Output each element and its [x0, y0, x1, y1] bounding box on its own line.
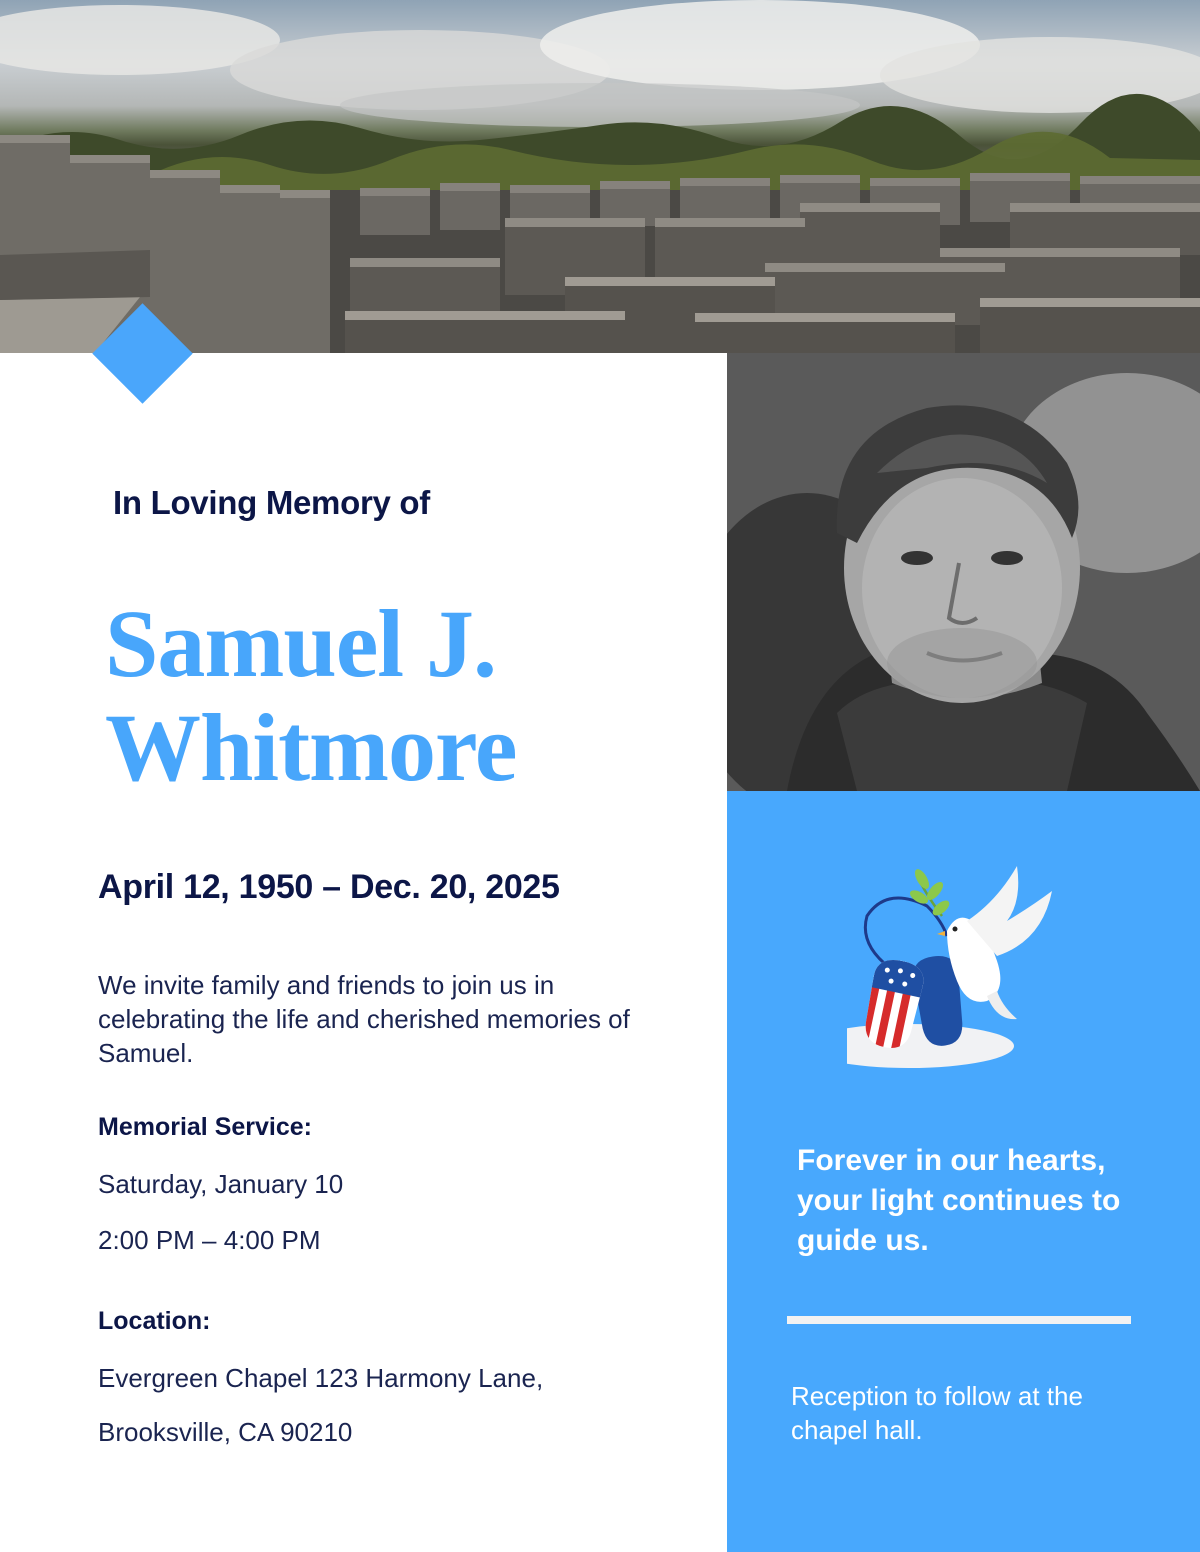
- sidebar-panel: [727, 791, 1200, 1552]
- location-line-2: Brooksville, CA 90210: [98, 1417, 353, 1447]
- memorial-quote: Forever in our hearts, your light continues to guide us.: [797, 1144, 1121, 1257]
- reception-note: Reception to follow at the chapel hall.: [791, 1381, 1083, 1445]
- intro-heading: In Loving Memory of: [113, 484, 430, 521]
- divider: [787, 1316, 1131, 1324]
- service-date: Saturday, January 10: [98, 1169, 344, 1199]
- portrait-photo: [727, 353, 1200, 791]
- banner-photo: [0, 0, 1200, 353]
- location-line-1: Evergreen Chapel 123 Harmony Lane,: [98, 1363, 544, 1393]
- location-label: Location:: [98, 1307, 211, 1335]
- dove-dog-tag-icon: [847, 861, 1067, 1076]
- service-label: Memorial Service:: [98, 1113, 312, 1141]
- name-line-1: Samuel J.: [105, 590, 497, 697]
- life-dates: April 12, 1950 – Dec. 20, 2025: [98, 868, 560, 906]
- name-line-2: Whitmore: [105, 694, 517, 801]
- person-name: [105, 592, 705, 800]
- service-time: 2:00 PM – 4:00 PM: [98, 1225, 321, 1255]
- invitation-text: We invite family and friends to join us in celebrating the life and cherished memories of Samuel.: [98, 970, 630, 1068]
